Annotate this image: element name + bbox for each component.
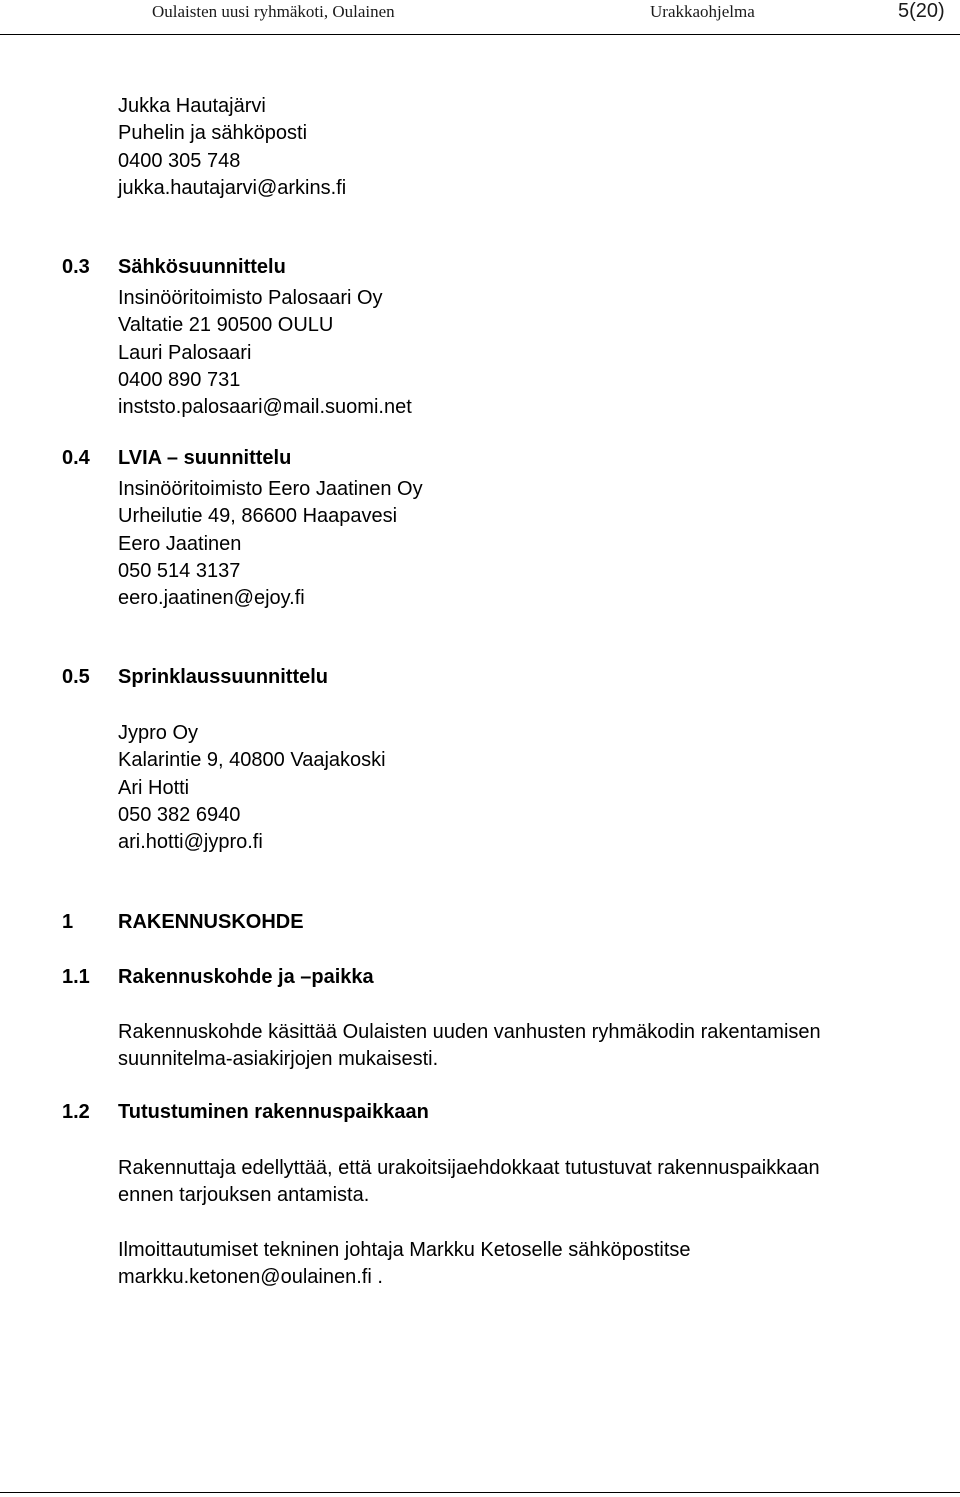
contact-phone: 050 382 6940: [118, 803, 241, 826]
paragraph-line: Rakennuttaja edellyttää, että urakoitsijaehdokkaat tutustuvat rakennuspaikkaan: [118, 1157, 820, 1179]
contact-name: Lauri Palosaari: [118, 341, 252, 364]
section-title: Tutustuminen rakennuspaikkaan: [118, 1101, 429, 1123]
section-title: Sähkösuunnittelu: [118, 256, 286, 278]
contact-phone: 050 514 3137: [118, 559, 241, 582]
section-title: Sprinklaussuunnittelu: [118, 666, 329, 688]
section-1-2-paragraph-1: [118, 1155, 820, 1210]
paragraph-line: suunnitelma-asiakirjojen mukaisesti.: [118, 1048, 439, 1071]
section-1-2-paragraph-2: [118, 1237, 691, 1292]
contact-name: Ari Hotti: [118, 776, 190, 799]
contact-label: Puhelin ja sähköposti: [118, 122, 308, 145]
header-project-title: Oulaisten uusi ryhmäkoti, Oulainen: [152, 2, 395, 21]
contact-phone: 0400 890 731: [118, 368, 241, 391]
section-heading-1-2: [62, 1101, 429, 1124]
company-address: Valtatie 21 90500 OULU: [118, 314, 334, 337]
paragraph-line: Rakennuskohde käsittää Oulaisten uuden vanhusten ryhmäkodin rakentamisen: [118, 1021, 821, 1043]
contact-block-top: [118, 93, 346, 202]
section-heading-0-5: [62, 666, 328, 689]
company-address: Urheilutie 49, 86600 Haapavesi: [118, 505, 398, 528]
company-name: Jypro Oy: [118, 722, 199, 744]
section-title: Rakennuskohde ja –paikka: [118, 966, 374, 988]
section-title: LVIA – suunnittelu: [118, 447, 292, 469]
section-heading-0-3: [62, 256, 286, 279]
section-0-3-contacts: [118, 285, 412, 421]
page-header: [0, 0, 960, 35]
contact-email: jukka.hautajarvi@arkins.fi: [118, 176, 347, 199]
paragraph-line: Ilmoittautumiset tekninen johtaja Markku Ketoselle sähköpostitse: [118, 1239, 691, 1261]
section-title: RAKENNUSKOHDE: [118, 911, 304, 933]
section-number: 1.2: [62, 1101, 90, 1123]
contact-email: inststo.palosaari@mail.suomi.net: [118, 396, 412, 419]
contact-email: eero.jaatinen@ejoy.fi: [118, 587, 305, 610]
footer-divider: [0, 1492, 960, 1493]
section-0-5-contacts: [118, 720, 386, 856]
section-number: 0.4: [62, 447, 90, 469]
section-heading-0-4: [62, 447, 291, 470]
section-heading-1: [62, 911, 304, 934]
contact-phone: 0400 305 748: [118, 149, 241, 172]
contact-name: Jukka Hautajärvi: [118, 95, 266, 117]
section-number: 1.1: [62, 966, 90, 988]
company-address: Kalarintie 9, 40800 Vaajakoski: [118, 749, 386, 772]
section-number: 1: [62, 911, 74, 933]
company-name: Insinööritoimisto Palosaari Oy: [118, 287, 383, 309]
section-heading-1-1: [62, 966, 374, 989]
paragraph-line: markku.ketonen@oulainen.fi .: [118, 1266, 383, 1289]
contact-email: ari.hotti@jypro.fi: [118, 831, 263, 854]
header-document-type: Urakkaohjelma: [650, 2, 755, 21]
section-number: 0.3: [62, 256, 90, 278]
paragraph-line: ennen tarjouksen antamista.: [118, 1184, 370, 1207]
company-name: Insinööritoimisto Eero Jaatinen Oy: [118, 478, 423, 500]
header-page-number: 5(20): [898, 0, 945, 22]
section-number: 0.5: [62, 666, 90, 688]
section-1-1-paragraph: [118, 1019, 821, 1074]
contact-name: Eero Jaatinen: [118, 532, 242, 555]
section-0-4-contacts: [118, 476, 423, 612]
